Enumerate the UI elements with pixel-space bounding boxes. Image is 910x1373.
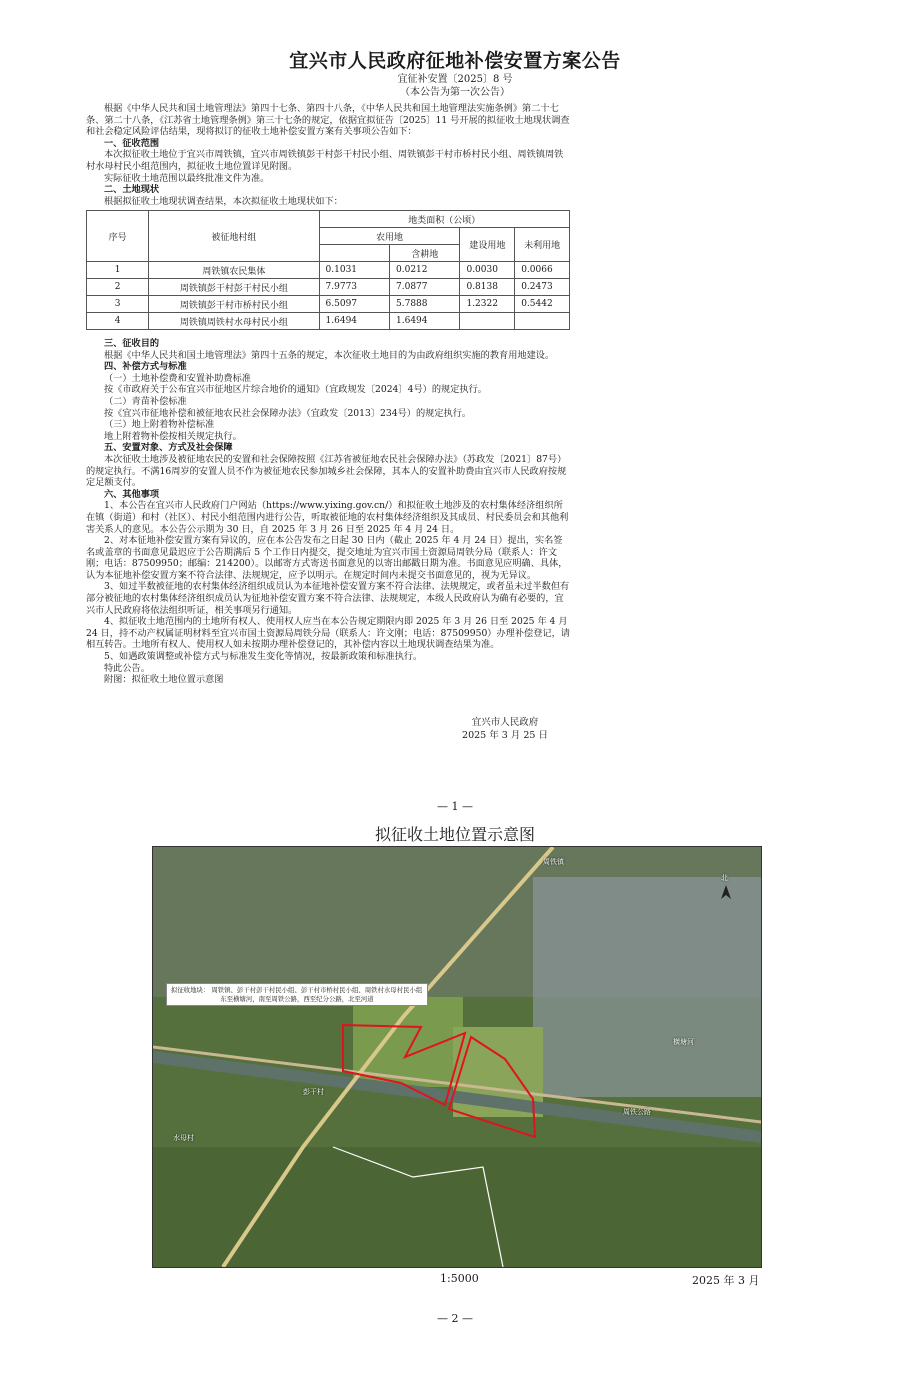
satellite-image (153, 847, 761, 1267)
section1-note: 实际征收土地范围以最终批准文件为准。 (104, 172, 270, 184)
cell-farm: 7.9773 (319, 279, 389, 296)
th-area: 地类面积（公顷） (319, 211, 569, 228)
section3-heading: 三、征收目的 (104, 338, 160, 349)
signature-date: 2025 年 3 月 25 日 (462, 730, 548, 741)
cell-seq: 1 (87, 262, 149, 279)
th-build: 建设用地 (460, 228, 515, 262)
cell-group: 周铁镇周铁村水母村民小组 (149, 313, 319, 330)
table-row (87, 296, 570, 313)
location-map (152, 846, 762, 1268)
cell-seq: 4 (87, 313, 149, 330)
cell-farm: 6.5097 (319, 296, 389, 313)
cell-arable: 5.7888 (390, 296, 460, 313)
cell-group: 周铁镇彭干村市桥村民小组 (149, 296, 319, 313)
cell-build: 0.8138 (460, 279, 515, 296)
cell-build: 1.2322 (460, 296, 515, 313)
cell-unused: 0.0066 (515, 262, 570, 279)
table-row (87, 313, 570, 330)
signature-org: 宜兴市人民政府 (471, 717, 539, 728)
section2-paragraph: 根据拟征收土地现状调查结果，本次拟征收土地现状如下： (104, 195, 343, 207)
section4-sub3-text: 地上附着物补偿按相关规定执行。 (104, 430, 242, 442)
section5-heading: 五、安置对象、方式及社会保障 (104, 442, 233, 454)
section6-item1: 1、本公告在宜兴市人民政府门户网站（https://www.yixing.gov.cn/）和拟征收土地涉及的农村集体经济组织所在镇（街道）和村（社区）、村民小组范围内进行公告，听取被征地的农村集体经济组织及其成员、村民委员会和其他利害关系人的意见。本公告公示期为 30 日，自 2025 年 3 月 26 日至 2025 年 4 月 24 日。 (86, 500, 569, 535)
page-title: 宜兴市人民政府征地补偿安置方案公告 (289, 50, 621, 72)
attachment-line: 附图：拟征收土地位置示意图 (104, 674, 224, 686)
map-label-town: 周铁镇 (543, 858, 564, 866)
page-number-2: — 2 — (437, 1312, 473, 1325)
section4-heading: 四、补偿方式与标准 (104, 361, 187, 373)
section6-item5: 5、如遇政策调整或补偿方式与标准发生变化等情况，按最新政策和标准执行。 (104, 651, 423, 663)
section4-sub3: （三）地上附着物补偿标准 (104, 419, 215, 431)
section3-paragraph: 根据《中华人民共和国土地管理法》第四十五条的规定，本次征收土地目的为由政府组织实施的教育用地建设。 (104, 349, 555, 361)
legend-line-1: 拟征收地块： 周铁镇、彭干村彭干村民小组、彭干村市桥村民小组、周铁村水母村民小组 (171, 986, 423, 994)
th-group: 被征地村组 (149, 211, 319, 262)
cell-seq: 2 (87, 279, 149, 296)
map-label-road: 周铁公路 (623, 1108, 651, 1116)
cell-arable: 0.0212 (390, 262, 460, 279)
cell-seq: 3 (87, 296, 149, 313)
cell-farm: 1.6494 (319, 313, 389, 330)
section4-sub1: （一）土地补偿费和安置补助费标准 (104, 372, 251, 384)
section4-sub2: （二）青苗补偿标准 (104, 395, 187, 407)
section4-sub1-text: 按《市政府关于公布宜兴市征地区片综合地价的通知》（宜政规发〔2024〕4号）的规定执行。 (104, 384, 487, 396)
section4-sub2-text: 按《宜兴市征地补偿和被征地农民社会保障办法》（宜政发〔2013〕234号）的规定执行。 (104, 407, 472, 419)
th-farm: 农用地 (319, 228, 460, 245)
cell-farm: 0.1031 (319, 262, 389, 279)
th-unused: 未利用地 (515, 228, 570, 262)
urban-east (533, 877, 761, 1097)
cell-group: 周铁镇彭干村彭干村民小组 (149, 279, 319, 296)
rural-south (153, 1147, 761, 1267)
notice-body-part1 (86, 103, 570, 207)
cell-unused: 0.5442 (515, 296, 570, 313)
th-farm-blank (319, 245, 389, 262)
map-legend (166, 983, 428, 1006)
section6-heading: 六、其他事项 (104, 488, 160, 500)
cell-unused (515, 313, 570, 330)
map-label-pengan: 彭干村 (303, 1088, 324, 1096)
document-number: 宜征补安置〔2025〕8 号 (397, 74, 513, 85)
section5-paragraph: 本次征收土地涉及被征地农民的安置和社会保障按照《江苏省被征地农民社会保障办法》（苏政发〔2021〕87号）的规定执行。不满16周岁的安置人员不作为被征地农民参加城乡社会保障，其本人的安置补助费由宜兴市人民政府按规定足额支付。 (86, 453, 567, 489)
map-date: 2025 年 3 月 (692, 1274, 760, 1287)
cell-arable: 1.6494 (390, 313, 460, 330)
cell-unused: 0.2473 (515, 279, 570, 296)
th-arable: 含耕地 (390, 245, 460, 262)
table-row (87, 262, 570, 279)
section2-heading: 二、土地现状 (104, 184, 160, 196)
cell-arable: 7.0877 (390, 279, 460, 296)
notice-label: （本公告为第一次公告） (400, 87, 510, 98)
th-seq: 序号 (87, 211, 149, 262)
section6-item2: 2、对本征地补偿安置方案有异议的，应在本公告发布之日起 30 日内（截止 2025 年 4 月 24 日）提出，实名签名或盖章的书面意见最迟应于公告期满后 5 个工作日内提交，提交地址为宜兴市国土资源局周铁分局（联系人：许文刚；电话：87509950；邮编：214200）。以邮寄方式寄送书面意见的以寄出邮戳日期为准。书面意见应明确、具体，认为本征地补偿安置方案不符合法律、法规规定，应予以明示。在规定时间内未提交书面意见的，视为无异议。 (86, 535, 568, 581)
section6-item3: 3、如过半数被征地的农村集体经济组织成员认为本征地补偿安置方案不符合法律、法规规定，或者虽未过半数但有部分被征地的农村集体经济组织成员认为征地补偿安置方案不符合法律、法规规定，本级人民政府认为确有必要的，宜兴市人民政府将依法组织听证，相关事项另行通知。 (86, 581, 570, 616)
land-status-table (86, 210, 570, 330)
cell-build (460, 313, 515, 330)
notice-body-part2 (86, 338, 570, 686)
section1-paragraph: 本次拟征收土地位于宜兴市周铁镇，宜兴市周铁镇彭干村彭干村民小组、周铁镇彭干村市桥村民小组、周铁镇周铁村水母村民小组范围内，拟征收土地位置详见附图。 (86, 149, 564, 172)
page-number-1: — 1 — (437, 800, 473, 813)
table-row (87, 279, 570, 296)
section1-heading: 一、征收范围 (104, 137, 160, 149)
map-scale: 1:5000 (440, 1272, 479, 1285)
map-label-north: 北 (721, 874, 728, 882)
map-label-shuimu: 水母村 (173, 1134, 194, 1142)
closing-line: 特此公告。 (104, 662, 150, 674)
cell-build: 0.0030 (460, 262, 515, 279)
intro-paragraph: 根据《中华人民共和国土地管理法》第四十七条、第四十八条，《中华人民共和国土地管理法实施条例》第二十七条、第二十八条，《江苏省土地管理条例》第三十七条的规定，依据宜拟征告〔2025〕11 号开展的拟征收土地现状调查和社会稳定风险评估结果，现将拟订的征收土地补偿安置方案有关事项公告如下： (86, 103, 570, 138)
map-title: 拟征收土地位置示意图 (374, 825, 535, 844)
cell-group: 周铁镇农民集体 (149, 262, 319, 279)
legend-line-2: 东至横塘河，南至周铁公路，西至纪分公路，北至河道 (220, 994, 374, 1003)
section6-item4: 4、拟征收土地范围内的土地所有权人、使用权人应当在本公告规定期限内即 2025 年 3 月 26 日至 2025 年 4 月 24 日，持不动产权属证明材料至宜兴市国土资源局周铁分局（联系人：许文刚；电话：87509950）办理补偿登记，请相互转告。土地所有权人、使用权人如未按期办理补偿登记的，其补偿内容以土地现状调查结果为准。 (86, 616, 570, 651)
map-label-river: 横塘河 (673, 1038, 694, 1046)
